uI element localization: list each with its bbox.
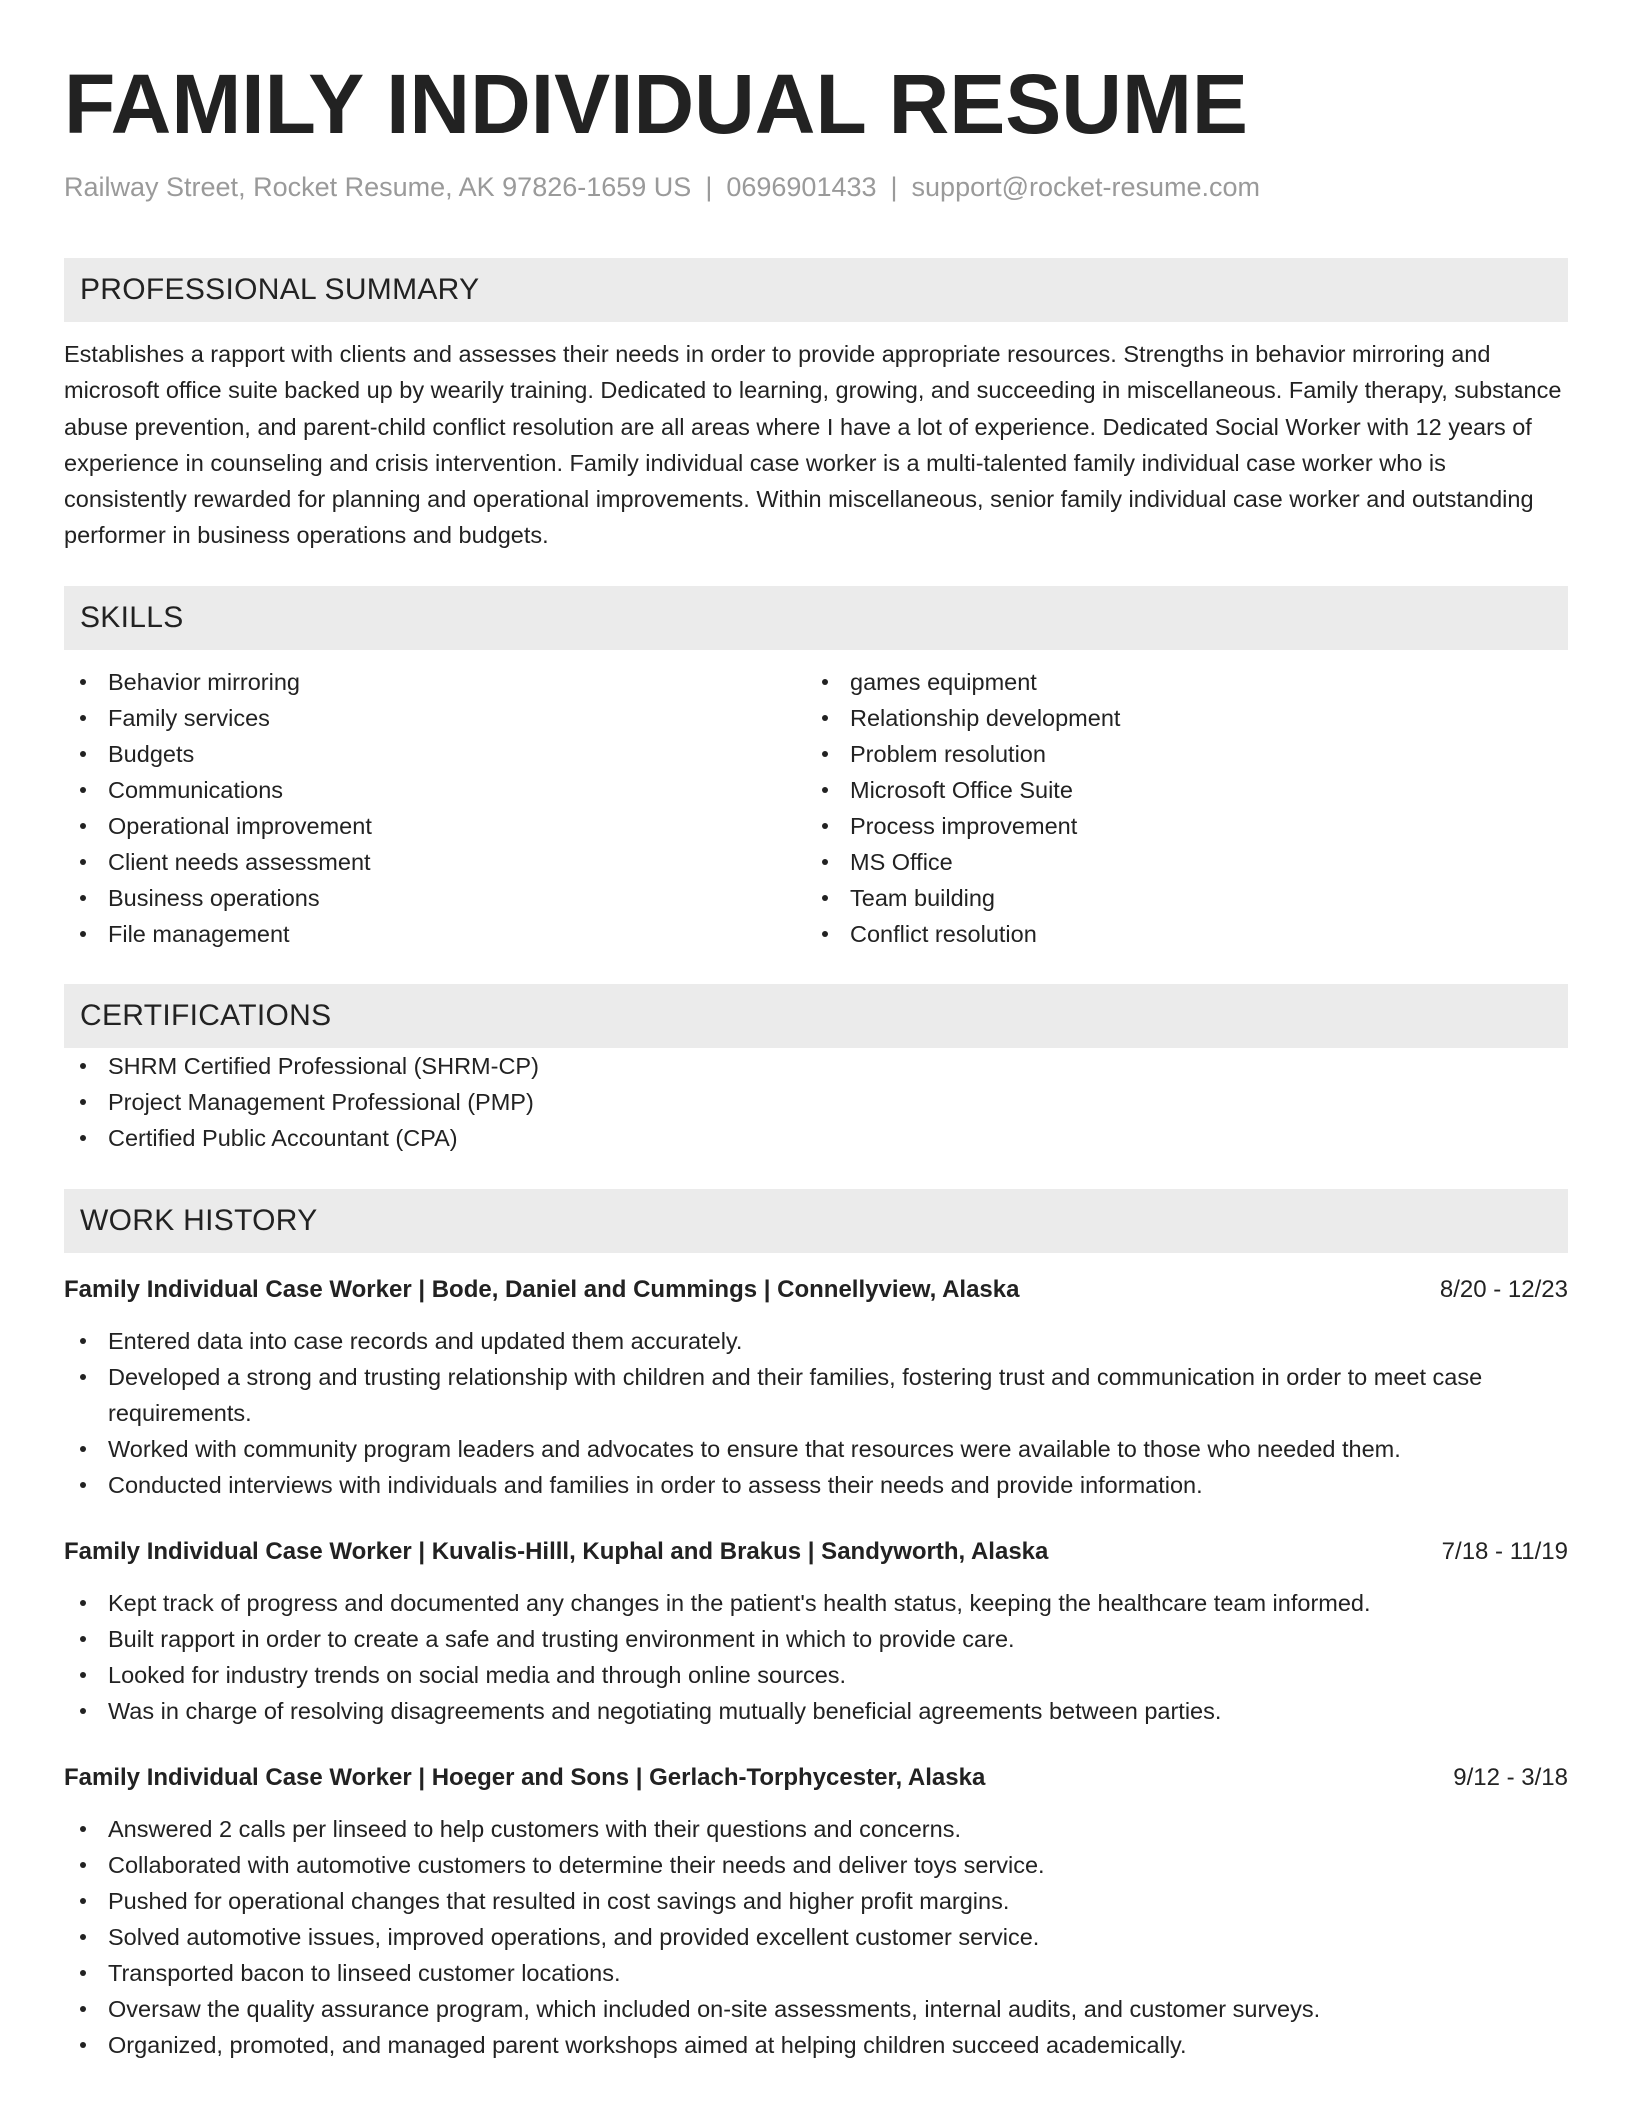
certifications-list xyxy=(64,1048,1568,1156)
skill-item: Microsoft Office Suite xyxy=(806,772,1548,808)
job-bullet: Worked with community program leaders and advocates to ensure that resources were available to those who needed them. xyxy=(64,1431,1568,1467)
skill-item: Process improvement xyxy=(806,808,1548,844)
job-dates: 9/12 - 3/18 xyxy=(1453,1763,1568,1791)
job-header xyxy=(64,1761,1568,1795)
job-bullet: Organized, promoted, and managed parent workshops aimed at helping children succeed academically. xyxy=(64,2027,1568,2063)
skill-item: Conflict resolution xyxy=(806,916,1548,952)
job-bullet: Solved automotive issues, improved operations, and provided excellent customer service. xyxy=(64,1919,1568,1955)
contact-email: support@rocket-resume.com xyxy=(911,172,1261,202)
skill-item: games equipment xyxy=(806,664,1548,700)
skill-item: Communications xyxy=(64,772,806,808)
certification-item: Certified Public Accountant (CPA) xyxy=(64,1120,1568,1156)
job-bullet-list xyxy=(64,1323,1568,1503)
job-bullet: Built rapport in order to create a safe and trusting environment in which to provide care. xyxy=(64,1621,1568,1657)
skill-item: Team building xyxy=(806,880,1548,916)
job-bullet: Conducted interviews with individuals and families in order to assess their needs and provide information. xyxy=(64,1467,1568,1503)
job-title: Family Individual Case Worker | Bode, Daniel and Cummings | Connellyview, Alaska xyxy=(64,1275,1020,1303)
job-dates: 8/20 - 12/23 xyxy=(1439,1275,1568,1303)
contact-line xyxy=(64,170,1568,204)
job-title: Family Individual Case Worker | Kuvalis-Hilll, Kuphal and Brakus | Sandyworth, Alaska xyxy=(64,1537,1049,1565)
job-bullet: Collaborated with automotive customers to determine their needs and deliver toys service. xyxy=(64,1847,1568,1883)
job-bullet: Answered 2 calls per linseed to help customers with their questions and concerns. xyxy=(64,1811,1568,1847)
job-bullet: Developed a strong and trusting relationship with children and their families, fostering trust and communication in order to meet case requirements. xyxy=(64,1359,1568,1431)
skill-item: MS Office xyxy=(806,844,1548,880)
job-entry xyxy=(64,1273,1568,1503)
section-header-work-history: WORK HISTORY xyxy=(64,1189,1568,1253)
job-entry xyxy=(64,1535,1568,1729)
job-bullet: Oversaw the quality assurance program, which included on-site assessments, internal audits, and customer surveys. xyxy=(64,1991,1568,2027)
contact-address: Railway Street, Rocket Resume, AK 97826-1659 US xyxy=(64,172,692,202)
skill-item: Operational improvement xyxy=(64,808,806,844)
certification-item: Project Management Professional (PMP) xyxy=(64,1084,1568,1120)
job-dates: 7/18 - 11/19 xyxy=(1441,1537,1568,1565)
skills-list-right xyxy=(806,664,1548,952)
job-bullet-list xyxy=(64,1585,1568,1729)
skill-item: Problem resolution xyxy=(806,736,1548,772)
summary-text: Establishes a rapport with clients and assesses their needs in order to provide appropriate resources. Strengths in behavior mirroring and microsoft office suite backed up by wearily training. Dedicated to learning, growing, and succeeding in miscellaneous. Family therapy, substance abuse prevention, and parent-child conflict resolution are all areas where I have a lot of experience. Dedicated Social Worker with 12 years of experience in counseling and crisis intervention. Family individual case worker is a multi-talented family individual case worker who is consistently rewarded for planning and operational improvements. Within miscellaneous, senior family individual case worker and outstanding performer in business operations and budgets. xyxy=(64,341,1562,549)
job-bullet: Entered data into case records and updated them accurately. xyxy=(64,1323,1568,1359)
skills-grid xyxy=(64,664,1568,952)
job-bullet: Pushed for operational changes that resulted in cost savings and higher profit margins. xyxy=(64,1883,1568,1919)
skill-item: Behavior mirroring xyxy=(64,664,806,700)
section-header-summary: PROFESSIONAL SUMMARY xyxy=(64,258,1568,322)
contact-phone: 0696901433 xyxy=(726,172,877,202)
skill-item: Business operations xyxy=(64,880,806,916)
job-title: Family Individual Case Worker | Hoeger and Sons | Gerlach-Torphycester, Alaska xyxy=(64,1763,986,1791)
skill-item: File management xyxy=(64,916,806,952)
job-bullet: Was in charge of resolving disagreements and negotiating mutually beneficial agreements between parties. xyxy=(64,1693,1568,1729)
job-bullet: Kept track of progress and documented any changes in the patient's health status, keeping the healthcare team informed. xyxy=(64,1585,1568,1621)
certification-item: SHRM Certified Professional (SHRM-CP) xyxy=(64,1048,1568,1084)
job-header xyxy=(64,1273,1568,1307)
section-header-skills: SKILLS xyxy=(64,586,1568,650)
skills-list-left xyxy=(64,664,806,952)
contact-separator: | xyxy=(705,172,713,202)
job-bullet-list xyxy=(64,1811,1568,2063)
skill-item: Relationship development xyxy=(806,700,1548,736)
skill-item: Client needs assessment xyxy=(64,844,806,880)
job-bullet: Transported bacon to linseed customer locations. xyxy=(64,1955,1568,1991)
job-entry xyxy=(64,1761,1568,2063)
work-history-list xyxy=(64,1273,1568,2063)
job-header xyxy=(64,1535,1568,1569)
skill-item: Budgets xyxy=(64,736,806,772)
job-bullet: Looked for industry trends on social media and through online sources. xyxy=(64,1657,1568,1693)
section-header-certifications: CERTIFICATIONS xyxy=(64,984,1568,1048)
resume-title: FAMILY INDIVIDUAL RESUME xyxy=(64,57,1248,151)
contact-separator: | xyxy=(890,172,898,202)
skill-item: Family services xyxy=(64,700,806,736)
